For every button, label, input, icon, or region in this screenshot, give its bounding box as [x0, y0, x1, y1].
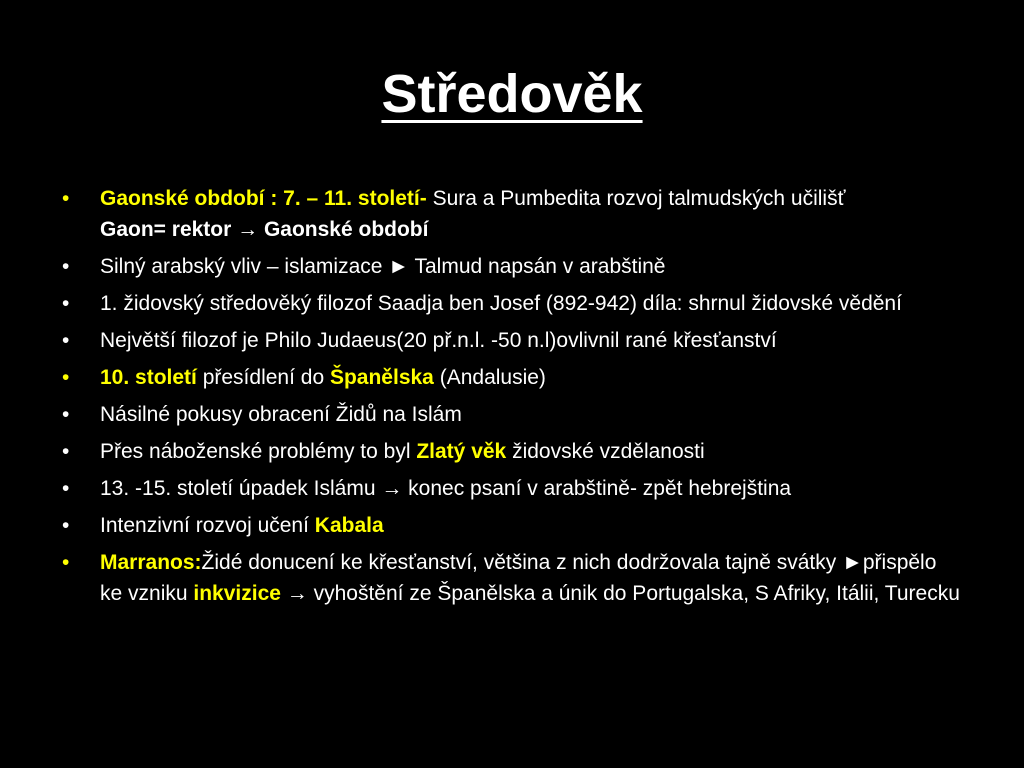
- bullet-text: Židé donucení ke křesťanství, většina z nich dodržovala tajně svátky ►přispělo ke vzniku: [100, 551, 937, 605]
- bullet-item-zlaty-vek: [62, 436, 962, 467]
- bullet-item-marranos: [62, 547, 962, 609]
- bullet-text: Největší filozof je Philo Judaeus(20 př.n.l. -50 n.l)ovlivnil rané křesťanství: [100, 329, 777, 352]
- bullet-text: (Andalusie): [433, 366, 546, 389]
- bullet-item-kabala: [62, 510, 962, 541]
- bullet-text: Sura a Pumbedita rozvoj talmudských učilišť: [426, 187, 846, 210]
- bold-text: Gaon= rektor → Gaonské období: [100, 218, 429, 241]
- slide-title: Středověk: [381, 64, 643, 124]
- bullet-text: Násilné pokusy obracení Židů na Islám: [100, 403, 462, 426]
- bullet-list: [62, 183, 962, 615]
- bullet-text: židovské vzdělanosti: [506, 440, 705, 463]
- bullet-text: 1. židovský středověký filozof Saadja ben Josef (892-942) díla: shrnul židovské vědění: [100, 292, 902, 315]
- bullet-item-saadja: [62, 288, 962, 319]
- bullet-text: 13. -15. století úpadek Islámu → konec psaní v arabštině- zpět hebrejština: [100, 477, 792, 500]
- bullet-marker: •: [62, 440, 70, 463]
- highlight-text: Zlatý věk: [416, 440, 507, 463]
- highlight-text: 10. století: [100, 366, 197, 389]
- highlight-text: Španělska: [329, 366, 434, 389]
- bullet-marker: •: [62, 403, 70, 426]
- bullet-marker: •: [62, 477, 70, 500]
- bullet-marker: •: [62, 292, 70, 315]
- bullet-marker: •: [62, 329, 70, 352]
- bullet-marker: •: [62, 514, 70, 537]
- bullet-marker: •: [62, 255, 70, 278]
- bullet-item-obraceni: [62, 399, 962, 430]
- bullet-marker: •: [62, 366, 70, 389]
- bullet-item-upadek-islamu: [62, 473, 962, 504]
- bullet-item-gaonske-obdobi: [62, 183, 962, 245]
- bullet-item-philo: [62, 325, 962, 356]
- bullet-marker: •: [62, 551, 70, 574]
- highlight-text: inkvizice: [193, 582, 281, 605]
- bullet-text: Přes náboženské problémy to byl: [100, 440, 417, 463]
- bullet-item-10-stoleti: [62, 362, 962, 393]
- bullet-text: Intenzivní rozvoj učení: [100, 514, 315, 537]
- bullet-text: Silný arabský vliv – islamizace ► Talmud napsán v arabštině: [100, 255, 666, 278]
- highlight-text: Marranos:: [100, 551, 202, 574]
- highlight-text: Gaonské období : 7. – 11. století-: [100, 187, 427, 210]
- highlight-text: Kabala: [314, 514, 384, 537]
- bullet-text: přesídlení do: [196, 366, 330, 389]
- bullet-item-arabsky-vliv: [62, 251, 962, 282]
- bullet-text: → vyhoštění ze Španělska a únik do Portugalska, S Afriky, Itálii, Turecku: [280, 582, 960, 605]
- bullet-marker: •: [62, 187, 70, 210]
